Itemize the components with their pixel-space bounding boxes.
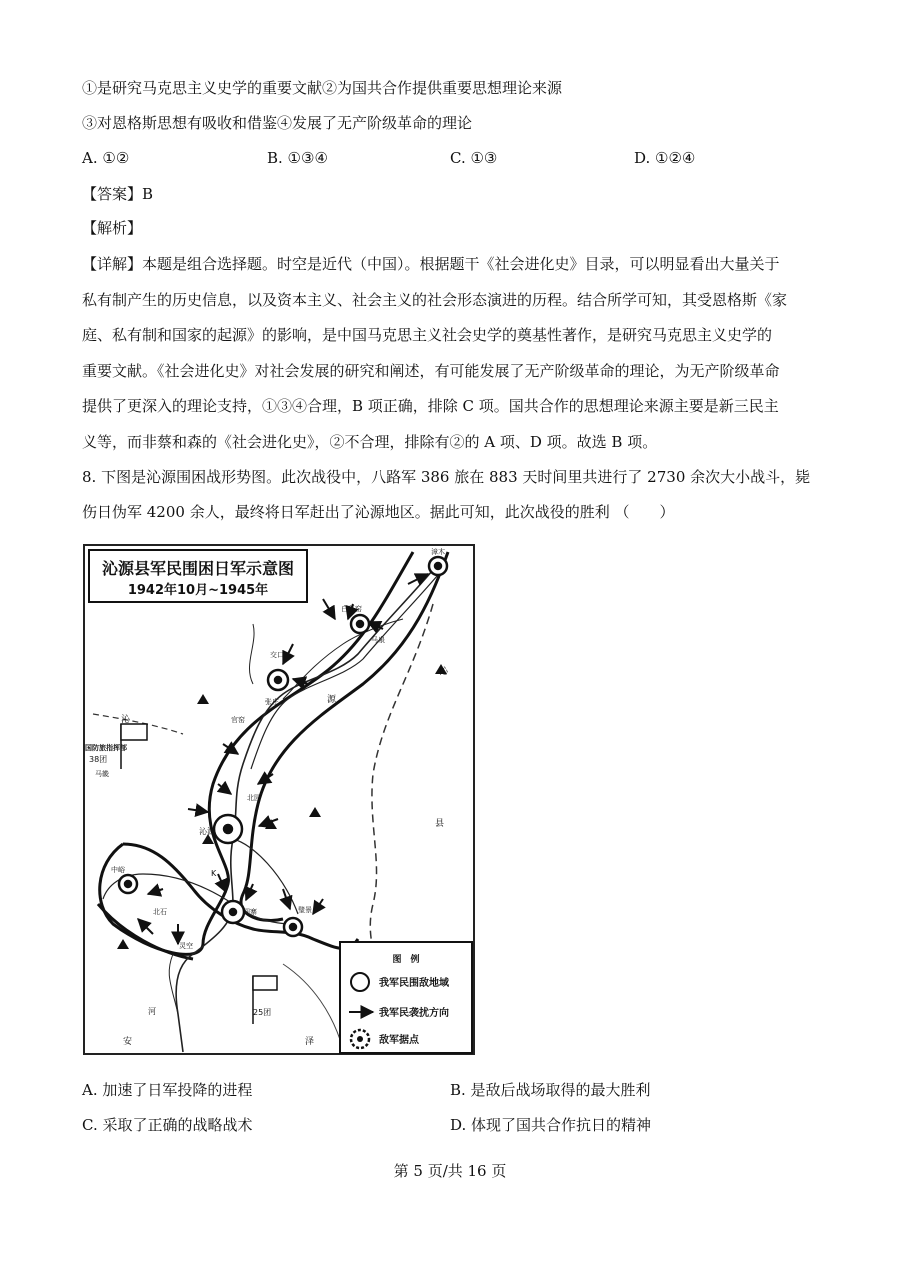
map-subtitle: 1942年10月~1945年 — [127, 583, 269, 598]
analysis-title: 【解析】 — [82, 219, 143, 237]
place-zhongyu: 中峪 — [111, 866, 125, 874]
detail-line-4: 重要文献。《社会进化史》对社会发展的研究和阐述，有可能发展了无产阶级革命的理论，为无产阶级革命 — [82, 362, 780, 380]
place-guanyao: 官窑 — [231, 716, 245, 724]
page-footer: 第 5 页/共 16 页 — [393, 1162, 507, 1180]
place-maquan: 马泉 — [371, 636, 385, 644]
map-title: 沁源县军民围困日军示意图 — [101, 559, 295, 578]
place-zhanglu: 张庄 — [265, 698, 279, 706]
legend-item-stronghold: 敌军据点 — [379, 1035, 419, 1046]
q8-option-c: C. 采取了正确的战略战术 — [82, 1116, 253, 1134]
q7-option-c: C. ①③ — [450, 149, 498, 167]
place-beishi: 北石 — [153, 908, 167, 916]
legend-item-siege: 我军民围敌地域 — [379, 978, 449, 989]
place-madian: 马畿 — [95, 770, 109, 778]
q8-stem-line-2: 伤日伪军 4200 余人，最终将日军赶出了沁源地区。据此可知，此次战役的胜利 （ ） — [82, 503, 675, 521]
place-qinyuan: 沁源 — [199, 827, 215, 836]
q8-option-a: A. 加速了日军投降的进程 — [82, 1081, 253, 1099]
answer-line: 【答案】B — [82, 185, 154, 203]
hq-label: 国防旅指挥部 — [85, 744, 127, 752]
q8-option-d: D. 体现了国共合作抗日的精神 — [450, 1116, 652, 1134]
legend-siege-icon — [351, 973, 369, 991]
q7-option-b: B. ①③④ — [267, 149, 328, 167]
q7-statement-line-2: ③对恩格斯思想有吸收和借鉴④发展了无产阶级革命的理论 — [82, 114, 473, 132]
detail-line-1: 【详解】本题是组合选择题。时空是近代（中国）。根据题干《社会进化史》目录，可以明显看出大量关于 — [82, 255, 780, 273]
detail-line-6: 义等，而非蔡和森的《社会进化史》，②不合理，排除有②的 A 项、D 项。故选 B 项。 — [82, 433, 658, 451]
q7-option-a: A. ①② — [82, 149, 130, 167]
detail-line-5: 提供了更深入的理论支持，①③④合理，B 项正确，排除 C 项。国共合作的思想理论来源主要是新三民主 — [82, 397, 779, 415]
place-beiyuan: 北园 — [247, 794, 261, 802]
place-bilei: 璧景 — [298, 906, 312, 914]
unit-25-label: 25团 — [253, 1008, 272, 1017]
place-lingya: 灵空 — [179, 942, 193, 950]
region-he: 河 — [148, 1007, 156, 1016]
region-xian: 县 — [435, 819, 445, 829]
place-runzhuang: 阎寨 — [243, 908, 257, 916]
region-qin-2: 沁 — [439, 667, 449, 677]
map-title-box — [89, 550, 307, 602]
region-qin-1: 沁 — [121, 715, 131, 725]
q7-option-d: D. ①②④ — [634, 149, 696, 167]
legend-title: 图 例 — [392, 955, 420, 965]
q8-option-b: B. 是敌后战场取得的最大胜利 — [450, 1081, 651, 1099]
region-yuan: 源 — [327, 695, 337, 705]
map-legend — [340, 942, 472, 1053]
place-zhangmu: 漳木 — [431, 548, 445, 556]
legend-item-harass: 我军民袭扰方向 — [379, 1008, 449, 1019]
detail-line-2: 私有制产生的历史信息，以及资本主义、社会主义的社会形态演进的历程。结合所学可知，其受恩格斯《家 — [82, 291, 788, 309]
q8-stem-line-1: 8. 下图是沁源围困战形势图。此次战役中，八路军 386 旅在 883 天时间里共进行了 2730 余次大小战斗，毙 — [82, 468, 811, 486]
region-ze: 泽 — [305, 1037, 315, 1047]
place-k: K — [211, 869, 217, 878]
q7-statement-line-1: ①是研究马克思主义史学的重要文献②为国共合作提供重要思想理论来源 — [82, 79, 563, 97]
unit-38-label: 38团 — [89, 755, 108, 764]
detail-line-3: 庭、私有制和国家的起源》的影响，是中国马克思主义社会史学的奠基性著作，是研究马克思主义史学的 — [82, 326, 773, 344]
place-baihuchen: 白狐窑 — [341, 605, 362, 613]
place-jiaokou: 交口 — [270, 651, 284, 659]
qinyuan-siege-map — [83, 544, 475, 1055]
region-an: 安 — [123, 1037, 133, 1047]
